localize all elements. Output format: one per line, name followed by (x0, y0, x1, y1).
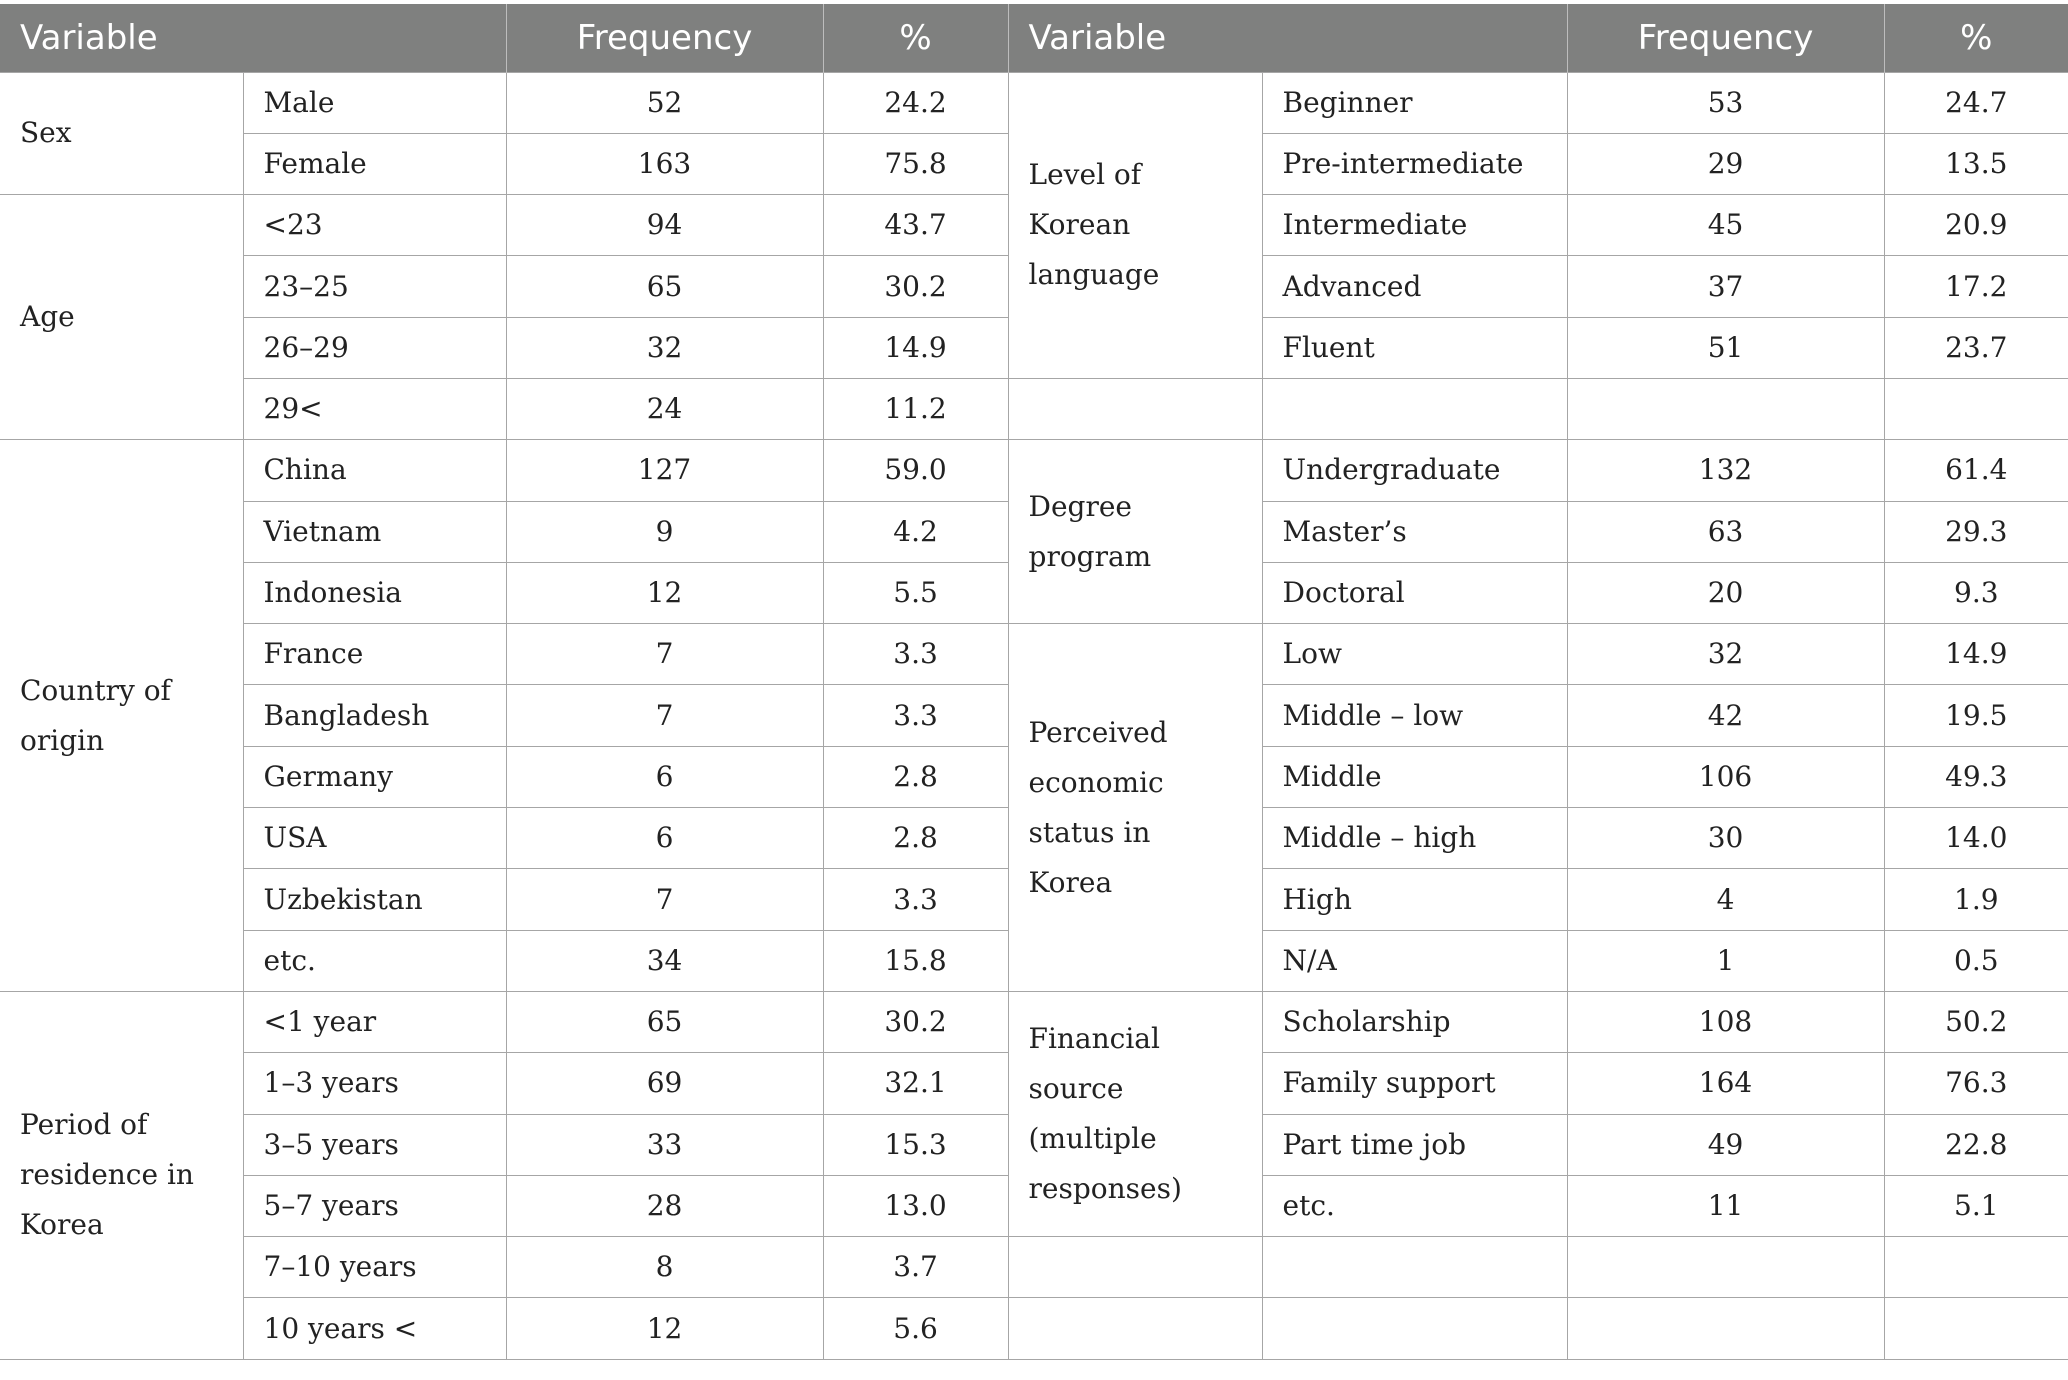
percent-cell: 15.3 (823, 1114, 1008, 1175)
group-label-financial-source: Financial source (multiple responses) (1008, 991, 1262, 1236)
frequency-cell: 53 (1567, 72, 1884, 133)
empty-cell (1884, 1298, 2068, 1359)
item-cell: Middle – high (1262, 808, 1567, 869)
percent-cell: 1.9 (1884, 869, 2068, 930)
frequency-cell: 164 (1567, 1053, 1884, 1114)
percent-cell: 32.1 (823, 1053, 1008, 1114)
frequency-cell: 24 (506, 378, 823, 439)
group-label-degree: Degree program (1008, 440, 1262, 624)
empty-cell (1884, 1237, 2068, 1298)
percent-cell: 29.3 (1884, 501, 2068, 562)
item-cell: Uzbekistan (243, 869, 506, 930)
item-cell: N/A (1262, 930, 1567, 991)
frequency-cell: 65 (506, 991, 823, 1052)
percent-cell: 43.7 (823, 195, 1008, 256)
frequency-cell: 1 (1567, 930, 1884, 991)
group-label-country: Country of origin (0, 440, 243, 992)
item-cell: USA (243, 808, 506, 869)
group-label-residence-period: Period of residence in Korea (0, 991, 243, 1359)
frequency-cell: 63 (1567, 501, 1884, 562)
item-cell: 7–10 years (243, 1237, 506, 1298)
frequency-cell: 52 (506, 72, 823, 133)
item-cell: Master’s (1262, 501, 1567, 562)
percent-cell: 61.4 (1884, 440, 2068, 501)
item-cell: 10 years < (243, 1298, 506, 1359)
percent-cell: 3.7 (823, 1237, 1008, 1298)
item-cell: Advanced (1262, 256, 1567, 317)
item-cell: 1–3 years (243, 1053, 506, 1114)
item-cell: Intermediate (1262, 195, 1567, 256)
item-cell: <23 (243, 195, 506, 256)
empty-cell (1008, 1298, 1262, 1359)
percent-cell: 24.2 (823, 72, 1008, 133)
table-row (0, 991, 2068, 1052)
item-cell: Germany (243, 746, 506, 807)
item-cell: 5–7 years (243, 1175, 506, 1236)
frequency-cell: 8 (506, 1237, 823, 1298)
table-row (0, 378, 2068, 439)
frequency-cell: 29 (1567, 133, 1884, 194)
frequency-cell: 65 (506, 256, 823, 317)
frequency-cell: 45 (1567, 195, 1884, 256)
header-frequency-left: Frequency (506, 4, 823, 72)
table-row (0, 624, 2068, 685)
item-cell: etc. (1262, 1175, 1567, 1236)
frequency-cell: 20 (1567, 562, 1884, 623)
frequency-cell: 106 (1567, 746, 1884, 807)
percent-cell: 22.8 (1884, 1114, 2068, 1175)
item-cell: etc. (243, 930, 506, 991)
table-row (0, 1298, 2068, 1359)
frequency-cell: 108 (1567, 991, 1884, 1052)
item-cell: Undergraduate (1262, 440, 1567, 501)
empty-cell (1262, 1298, 1567, 1359)
frequency-cell: 37 (1567, 256, 1884, 317)
frequency-cell: 33 (506, 1114, 823, 1175)
frequency-cell: 49 (1567, 1114, 1884, 1175)
group-label-sex: Sex (0, 72, 243, 195)
percent-cell: 59.0 (823, 440, 1008, 501)
header-variable-left: Variable (0, 4, 506, 72)
frequency-cell: 32 (1567, 624, 1884, 685)
percent-cell: 0.5 (1884, 930, 2068, 991)
table-row (0, 440, 2068, 501)
item-cell: Low (1262, 624, 1567, 685)
percent-cell: 5.1 (1884, 1175, 2068, 1236)
item-cell: Female (243, 133, 506, 194)
frequency-cell: 4 (1567, 869, 1884, 930)
item-cell: Vietnam (243, 501, 506, 562)
item-cell: Part time job (1262, 1114, 1567, 1175)
item-cell: 26–29 (243, 317, 506, 378)
frequency-cell: 132 (1567, 440, 1884, 501)
group-label-economic-status: Perceived economic status in Korea (1008, 624, 1262, 992)
frequency-cell: 12 (506, 1298, 823, 1359)
item-cell: Indonesia (243, 562, 506, 623)
item-cell: Family support (1262, 1053, 1567, 1114)
item-cell: Beginner (1262, 72, 1567, 133)
frequency-cell: 94 (506, 195, 823, 256)
frequency-cell: 7 (506, 869, 823, 930)
item-cell: Bangladesh (243, 685, 506, 746)
frequency-cell: 11 (1567, 1175, 1884, 1236)
group-label-korean-level: Level of Korean language (1008, 72, 1262, 378)
frequency-cell: 7 (506, 624, 823, 685)
group-label-age: Age (0, 195, 243, 440)
header-percent-left: % (823, 4, 1008, 72)
percent-cell: 2.8 (823, 808, 1008, 869)
frequency-cell: 12 (506, 562, 823, 623)
percent-cell: 13.5 (1884, 133, 2068, 194)
empty-cell (1008, 1237, 1262, 1298)
header-percent-right: % (1884, 4, 2068, 72)
item-cell: Middle (1262, 746, 1567, 807)
frequency-cell: 34 (506, 930, 823, 991)
percent-cell: 14.9 (823, 317, 1008, 378)
item-cell: 3–5 years (243, 1114, 506, 1175)
frequency-cell: 30 (1567, 808, 1884, 869)
frequency-cell: 28 (506, 1175, 823, 1236)
item-cell: 23–25 (243, 256, 506, 317)
table-row (0, 72, 2068, 133)
table-row (0, 1237, 2068, 1298)
frequency-cell: 7 (506, 685, 823, 746)
item-cell: Doctoral (1262, 562, 1567, 623)
percent-cell: 3.3 (823, 685, 1008, 746)
item-cell: Scholarship (1262, 991, 1567, 1052)
frequency-cell: 32 (506, 317, 823, 378)
empty-cell (1008, 378, 1262, 439)
percent-cell: 11.2 (823, 378, 1008, 439)
percent-cell: 19.5 (1884, 685, 2068, 746)
percent-cell: 30.2 (823, 991, 1008, 1052)
percent-cell: 49.3 (1884, 746, 2068, 807)
frequency-cell: 51 (1567, 317, 1884, 378)
percent-cell: 4.2 (823, 501, 1008, 562)
item-cell: China (243, 440, 506, 501)
demographics-table-container (0, 4, 2068, 1360)
table-header-row (0, 4, 2068, 72)
percent-cell: 14.9 (1884, 624, 2068, 685)
percent-cell: 23.7 (1884, 317, 2068, 378)
percent-cell: 14.0 (1884, 808, 2068, 869)
empty-cell (1884, 378, 2068, 439)
empty-cell (1567, 378, 1884, 439)
empty-cell (1567, 1298, 1884, 1359)
percent-cell: 13.0 (823, 1175, 1008, 1236)
percent-cell: 17.2 (1884, 256, 2068, 317)
percent-cell: 50.2 (1884, 991, 2068, 1052)
item-cell: Fluent (1262, 317, 1567, 378)
item-cell: France (243, 624, 506, 685)
percent-cell: 30.2 (823, 256, 1008, 317)
header-frequency-right: Frequency (1567, 4, 1884, 72)
frequency-cell: 42 (1567, 685, 1884, 746)
percent-cell: 5.6 (823, 1298, 1008, 1359)
item-cell: Male (243, 72, 506, 133)
header-variable-right: Variable (1008, 4, 1567, 72)
empty-cell (1262, 1237, 1567, 1298)
empty-cell (1262, 378, 1567, 439)
percent-cell: 75.8 (823, 133, 1008, 194)
frequency-cell: 127 (506, 440, 823, 501)
item-cell: 29< (243, 378, 506, 439)
percent-cell: 3.3 (823, 624, 1008, 685)
percent-cell: 2.8 (823, 746, 1008, 807)
frequency-cell: 9 (506, 501, 823, 562)
percent-cell: 20.9 (1884, 195, 2068, 256)
item-cell: Pre-intermediate (1262, 133, 1567, 194)
percent-cell: 3.3 (823, 869, 1008, 930)
item-cell: High (1262, 869, 1567, 930)
demographics-table (0, 4, 2068, 1360)
percent-cell: 9.3 (1884, 562, 2068, 623)
frequency-cell: 6 (506, 746, 823, 807)
percent-cell: 76.3 (1884, 1053, 2068, 1114)
frequency-cell: 163 (506, 133, 823, 194)
frequency-cell: 69 (506, 1053, 823, 1114)
percent-cell: 5.5 (823, 562, 1008, 623)
percent-cell: 24.7 (1884, 72, 2068, 133)
item-cell: <1 year (243, 991, 506, 1052)
percent-cell: 15.8 (823, 930, 1008, 991)
empty-cell (1567, 1237, 1884, 1298)
item-cell: Middle – low (1262, 685, 1567, 746)
frequency-cell: 6 (506, 808, 823, 869)
